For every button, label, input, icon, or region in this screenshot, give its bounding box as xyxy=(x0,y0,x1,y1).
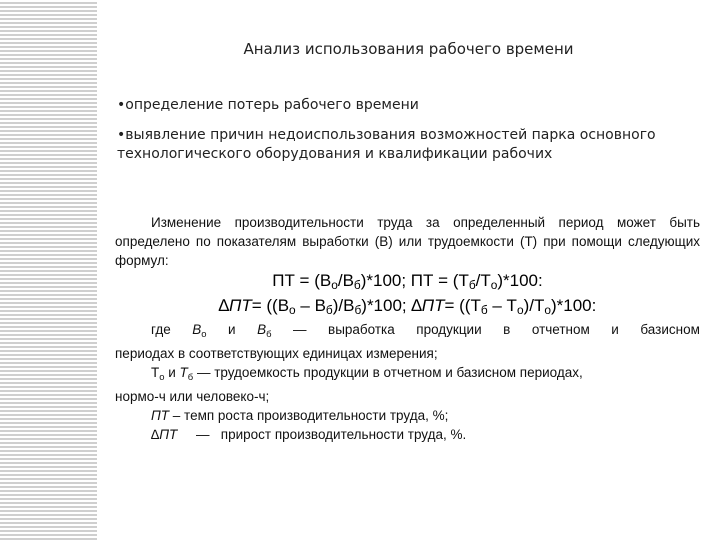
definition-labor-line2: нормо-ч или человеко-ч; xyxy=(115,389,270,404)
definition-pt-line: ПТ – темп роста производительности труда, %; xyxy=(151,408,449,423)
bullet-item-causes: •выявление причин недоиспользования возможностей парка основного технологического оборудования и квалификации рабочих xyxy=(117,127,656,162)
definition-output-line2: периодах в соответствующих единицах измерения; xyxy=(115,346,438,361)
slide-title: Анализ использования рабочего времени xyxy=(243,40,574,58)
formula-productivity-index: ПТ = $(В_о/В_б)*100$; ПТ = $(Т_б/Т_о)*100$: xyxy=(272,271,543,292)
definition-labor-line: $Т_о$ и $Т_б$ — трудоемкость продукции в отчетном и базисном периодах, xyxy=(151,365,583,383)
definition-output-line: где $В_о$ и $В_б$ — выработка продукции в отчетном и базисном xyxy=(151,322,700,340)
left-decorative-stripe xyxy=(0,0,97,540)
slide xyxy=(97,0,720,540)
definitions-block xyxy=(115,320,700,444)
formula-productivity-growth: $\Delta ПТ= ((В_о - В_б)/В_б)*100$; $\Delta ПТ= ((Т_б - Т_о)/Т_о)*100$: xyxy=(218,296,597,317)
bullet-item-losses: •определение потерь рабочего времени xyxy=(117,97,419,113)
definition-dpt-line: ∆ПТ — прирост производительности труда, %. xyxy=(151,427,467,442)
intro-paragraph: Изменение производительности труда за определенный период может быть определено по показателям выработки (В) или трудоемкости (Т) при помощи следующих формул: xyxy=(115,215,700,268)
